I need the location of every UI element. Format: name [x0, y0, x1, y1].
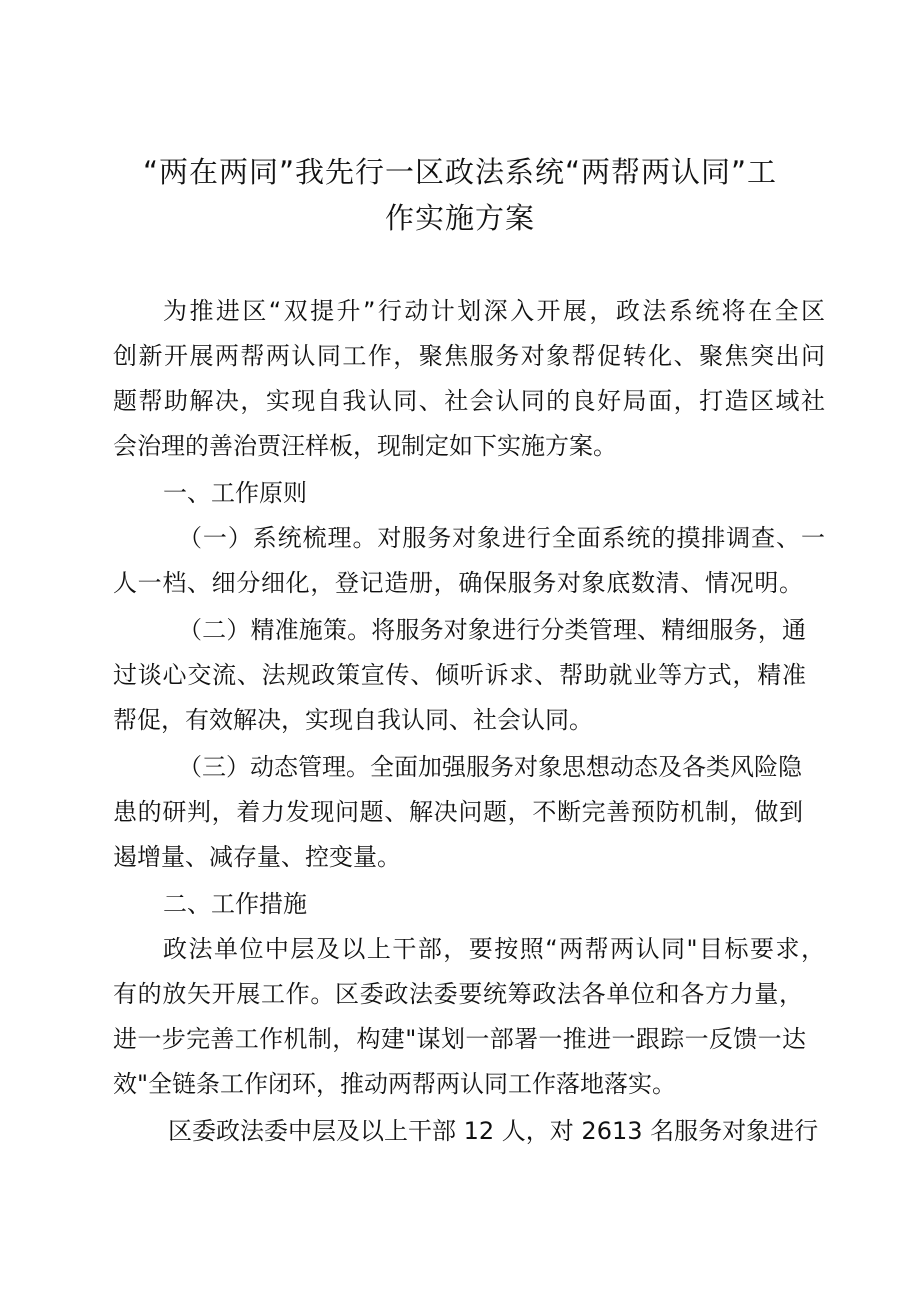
paragraph-line: 患的研判，着力发现问题、解决问题，不断完善预防机制，做到	[113, 798, 803, 826]
paragraph-line: 进一步完善工作机制，构建"谋划一部署一推进一跟踪一反馈一达	[113, 1025, 806, 1053]
document-title-line-2: 作实施方案	[384, 201, 535, 235]
paragraph-line: 人一档、细分细化，登记造册，确保服务对象底数清、情况明。	[113, 569, 803, 597]
paragraph-line: 区委政法委中层及以上干部 12 人，对 2613 名服务对象进行	[168, 1117, 819, 1145]
paragraph-line: （一）系统梳理。对服务对象进行全面系统的摸排调查、一	[178, 524, 825, 552]
paragraph-line: 过谈心交流、法规政策宣传、倾听诉求、帮助就业等方式，精准	[113, 661, 806, 689]
paragraph-line: 为推进区“双提升”行动计划深入开展，政法系统将在全区	[163, 297, 825, 325]
paragraph-line: 创新开展两帮两认同工作，聚焦服务对象帮促转化、聚焦突出问	[113, 342, 825, 370]
paragraph-line: 有的放矢开展工作。区委政法委要统筹政法各单位和各方力量，	[113, 980, 803, 1008]
paragraph-line: 效"全链条工作闭环，推动两帮两认同工作落地落实。	[113, 1070, 677, 1098]
paragraph-line: 帮促，有效解决，实现自我认同、社会认同。	[113, 706, 593, 734]
paragraph-line: 题帮助解决，实现自我认同、社会认同的良好局面，打造区域社	[113, 387, 825, 415]
document-title-line-1: “两在两同”我先行一区政法系统“两帮两认同”工	[142, 155, 778, 189]
section-heading-measures: 二、工作措施	[163, 890, 307, 918]
paragraph-line: 会治理的善治贾汪样板，现制定如下实施方案。	[113, 432, 617, 460]
paragraph-line: （二）精准施策。将服务对象进行分类管理、精细服务，通	[178, 616, 806, 644]
paragraph-line: （三）动态管理。全面加强服务对象思想动态及各类风险隐	[178, 753, 802, 781]
paragraph-line: 遏增量、减存量、控变量。	[113, 843, 401, 871]
paragraph-line: 政法单位中层及以上干部，要按照“两帮两认同"目标要求，	[163, 935, 825, 963]
section-heading-principles: 一、工作原则	[163, 479, 307, 507]
